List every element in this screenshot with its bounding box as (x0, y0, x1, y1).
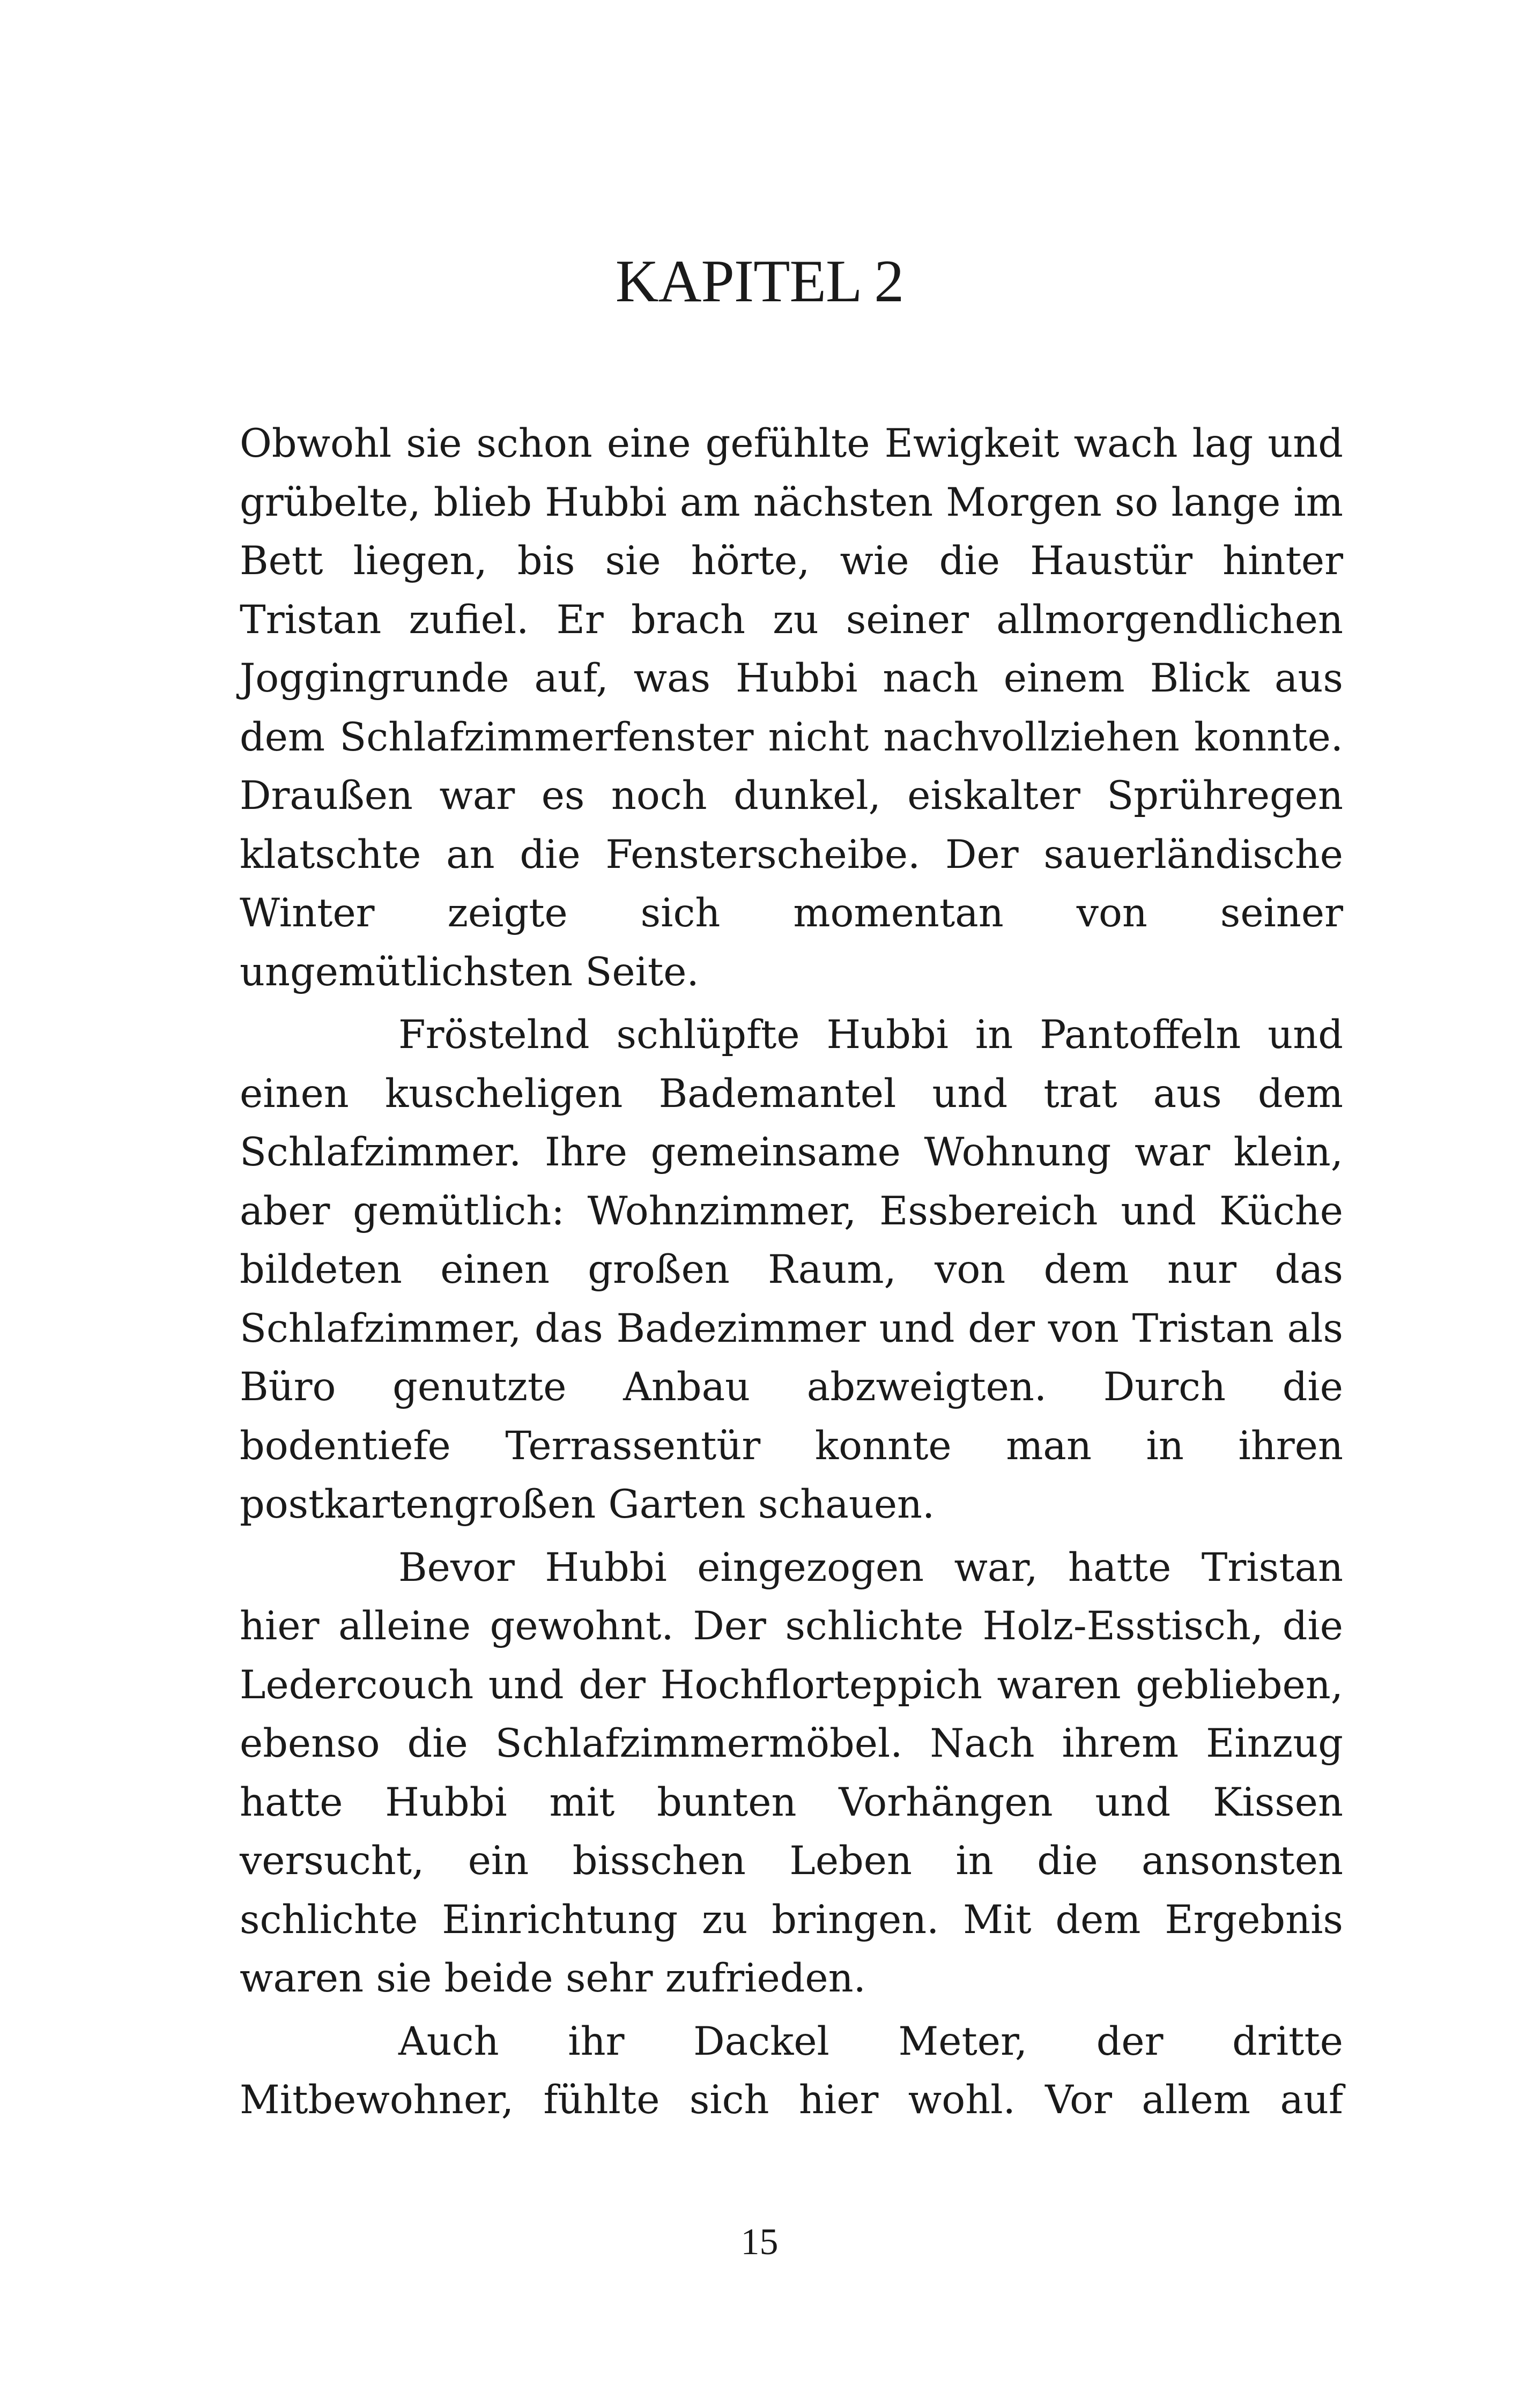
page-number: 15 (740, 2221, 779, 2263)
paragraph-3: Bevor Hubbi eingezogen war, hatte Tristan hier alleine gewohnt. Der schlichte Holz-Esstisch, die Ledercouch und der Hochflorteppich waren geblieben, ebenso die Schlafzimmermöbel. Nach ihrem Einzug hatte Hubbi mit bunten Vorhängen und Kissen versucht, ein bisschen Leben in die ansonsten schlichte Einrichtung zu bringen. Mit dem Ergebnis waren sie beide sehr zufrieden. (240, 1544, 1343, 2001)
paragraph-1: Obwohl sie schon eine gefühlte Ewigkeit wach lag und grübelte, blieb Hubbi am nächsten Morgen so lange im Bett liegen, bis sie hörte, wie die Haustür hinter Tristan zufiel. Er brach zu seiner allmorgendlichen Joggingrunde auf, was Hubbi nach einem Blick aus dem Schlafzimmerfenster nicht nachvollziehen konnte. Draußen war es noch dunkel, eiskalter Sprühregen klatschte an die Fensterscheibe. Der sauerländische Winter zeigte sich momentan von seiner ungemütlichsten Seite. (240, 421, 1343, 995)
chapter-title: KAPITEL 2 (615, 248, 904, 315)
chapter-body (240, 414, 1343, 2134)
paragraph-4: Auch ihr Dackel Meter, der dritte Mitbewohner, fühlte sich hier wohl. Vor allem auf (240, 2018, 1343, 2123)
paragraph-2: Fröstelnd schlüpfte Hubbi in Pantoffeln und einen kuscheligen Bademantel und trat aus dem Schlafzimmer. Ihre gemeinsame Wohnung war klein, aber gemütlich: Wohnzimmer, Essbereich und Küche bildeten einen großen Raum, von dem nur das Schlafzimmer, das Badezimmer und der von Tristan als Büro genutzte Anbau abzweigten. Durch die bodentiefe Terrassentür konnte man in ihren postkartengroßen Garten schauen. (240, 1012, 1343, 1527)
